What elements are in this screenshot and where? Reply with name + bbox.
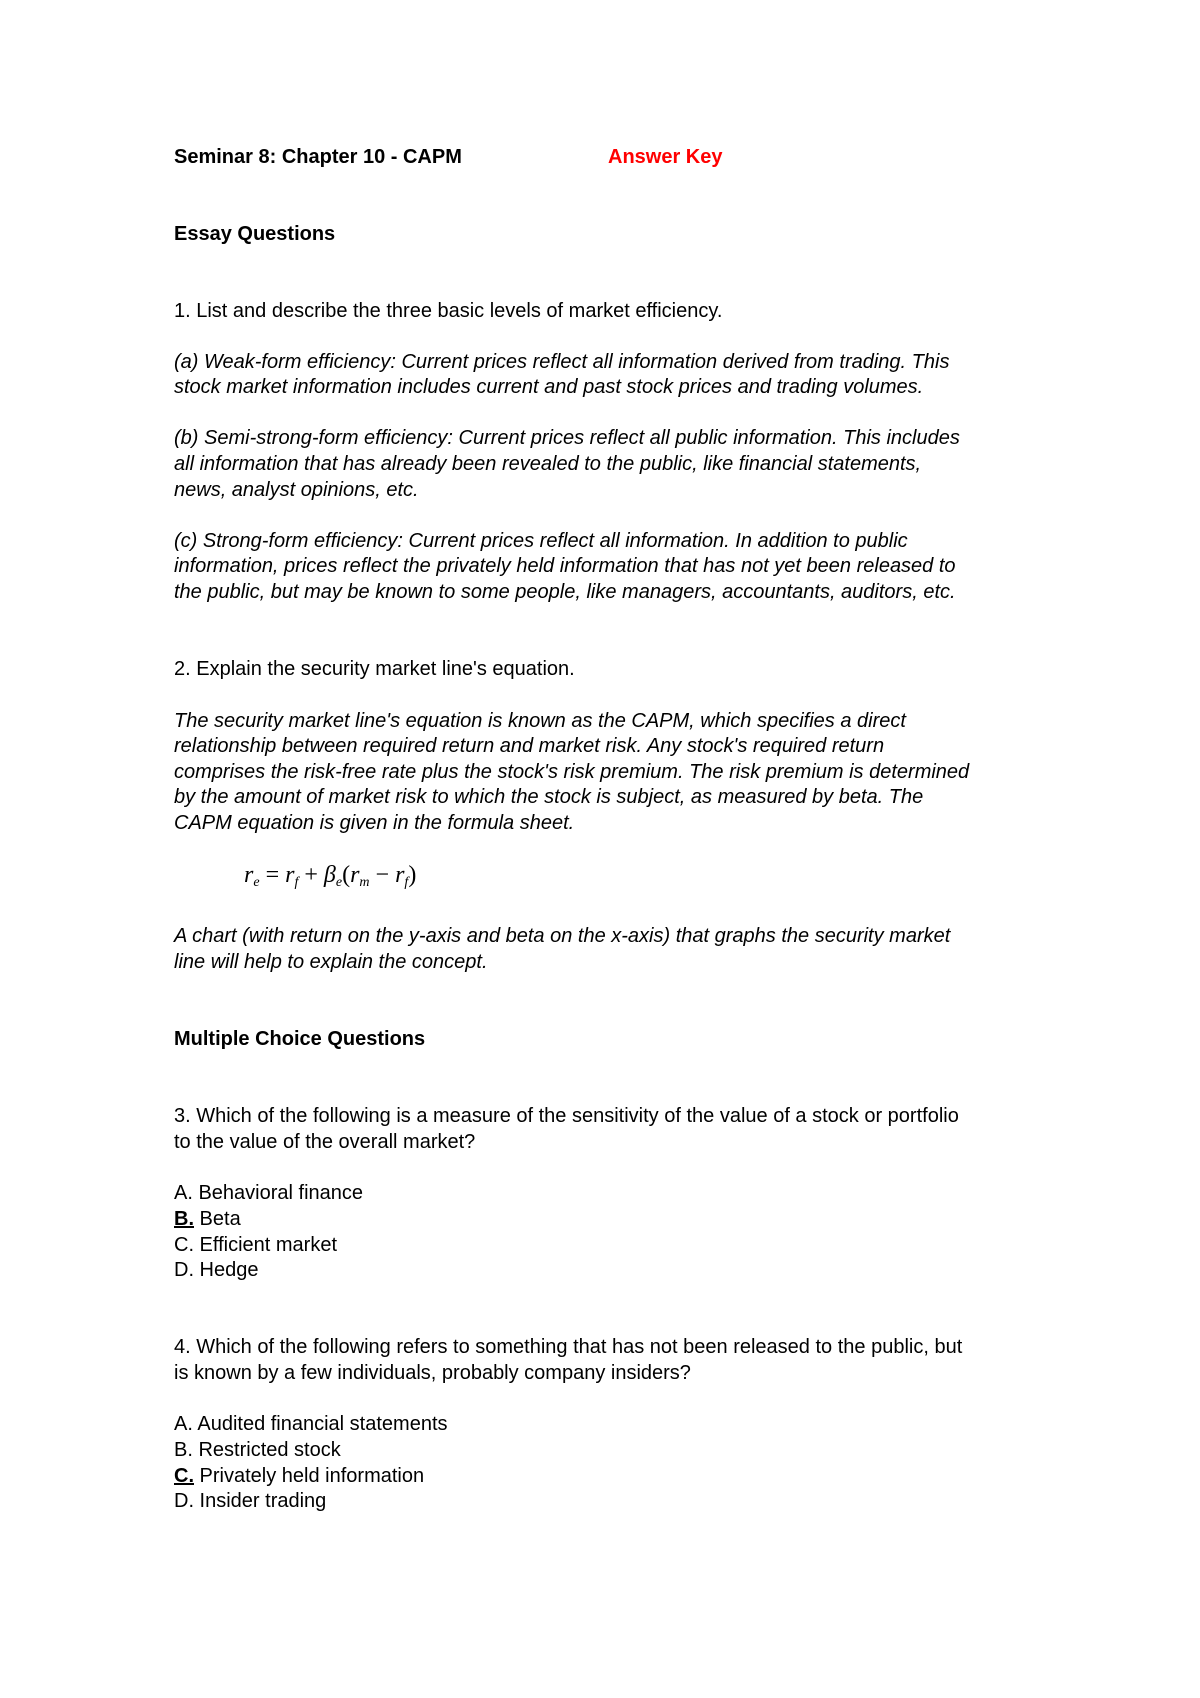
answer-2-line-2: relationship between required return and market risk. Any stock's required return <box>174 735 885 757</box>
q3-option-c: C. Efficient market <box>174 1234 338 1256</box>
q4-option-d: D. Insider trading <box>174 1490 327 1512</box>
q4-option-c: C. Privately held information <box>174 1465 425 1487</box>
question-4-line-1: 4. Which of the following refers to something that has not been released to the public, but <box>174 1336 963 1358</box>
q4-option-b: B. Restricted stock <box>174 1439 341 1461</box>
answer-1b-line-3: news, analyst opinions, etc. <box>174 479 419 501</box>
answer-1c-line-2: information, prices reflect the privately held information that has not yet been released to <box>174 555 956 577</box>
multiple-choice-heading: Multiple Choice Questions <box>174 1028 426 1050</box>
q3-option-a: A. Behavioral finance <box>174 1182 364 1204</box>
answer-key-label: Answer Key <box>608 146 723 168</box>
answer-2-line-5: CAPM equation is given in the formula sheet. <box>174 812 575 834</box>
question-3-line-1: 3. Which of the following is a measure of the sensitivity of the value of a stock or portfolio <box>174 1105 959 1127</box>
answer-1a-line-1: (a) Weak-form efficiency: Current prices reflect all information derived from trading. This <box>174 351 950 373</box>
question-4-line-2: is known by a few individuals, probably company insiders? <box>174 1362 691 1384</box>
document-title: Seminar 8: Chapter 10 - CAPM <box>174 146 462 168</box>
question-1: 1. List and describe the three basic levels of market efficiency. <box>174 300 723 322</box>
q3-option-b: B. Beta <box>174 1208 241 1230</box>
answer-1a-line-2: stock market information includes current and past stock prices and trading volumes. <box>174 376 924 398</box>
chart-note-line-2: line will help to explain the concept. <box>174 951 488 973</box>
correct-answer-marker: C. <box>174 1465 194 1487</box>
answer-1c-line-3: the public, but may be known to some people, like managers, accountants, auditors, etc. <box>174 581 956 603</box>
answer-1b-line-2: all information that has already been revealed to the public, like financial statements, <box>174 453 922 475</box>
correct-answer-marker: B. <box>174 1208 194 1230</box>
question-3-line-2: to the value of the overall market? <box>174 1131 476 1153</box>
answer-2-line-4: by the amount of market risk to which the stock is subject, as measured by beta. The <box>174 786 924 808</box>
question-2: 2. Explain the security market line's equation. <box>174 658 575 680</box>
q4-option-a: A. Audited financial statements <box>174 1413 448 1435</box>
answer-2-line-3: comprises the risk-free rate plus the stock's risk premium. The risk premium is determined <box>174 761 970 783</box>
chart-note-line-1: A chart (with return on the y-axis and beta on the x-axis) that graphs the security market <box>174 925 951 947</box>
answer-2-line-1: The security market line's equation is known as the CAPM, which specifies a direct <box>174 710 906 732</box>
answer-1b-line-1: (b) Semi-strong-form efficiency: Current prices reflect all public information. This includes <box>174 427 960 449</box>
q3-option-d: D. Hedge <box>174 1259 259 1281</box>
essay-heading: Essay Questions <box>174 223 336 245</box>
answer-1c-line-1: (c) Strong-form efficiency: Current prices reflect all information. In addition to public <box>174 530 908 552</box>
capm-formula: $r_e = r_f + \beta_e(r_m - r_f)$ <box>244 862 417 890</box>
